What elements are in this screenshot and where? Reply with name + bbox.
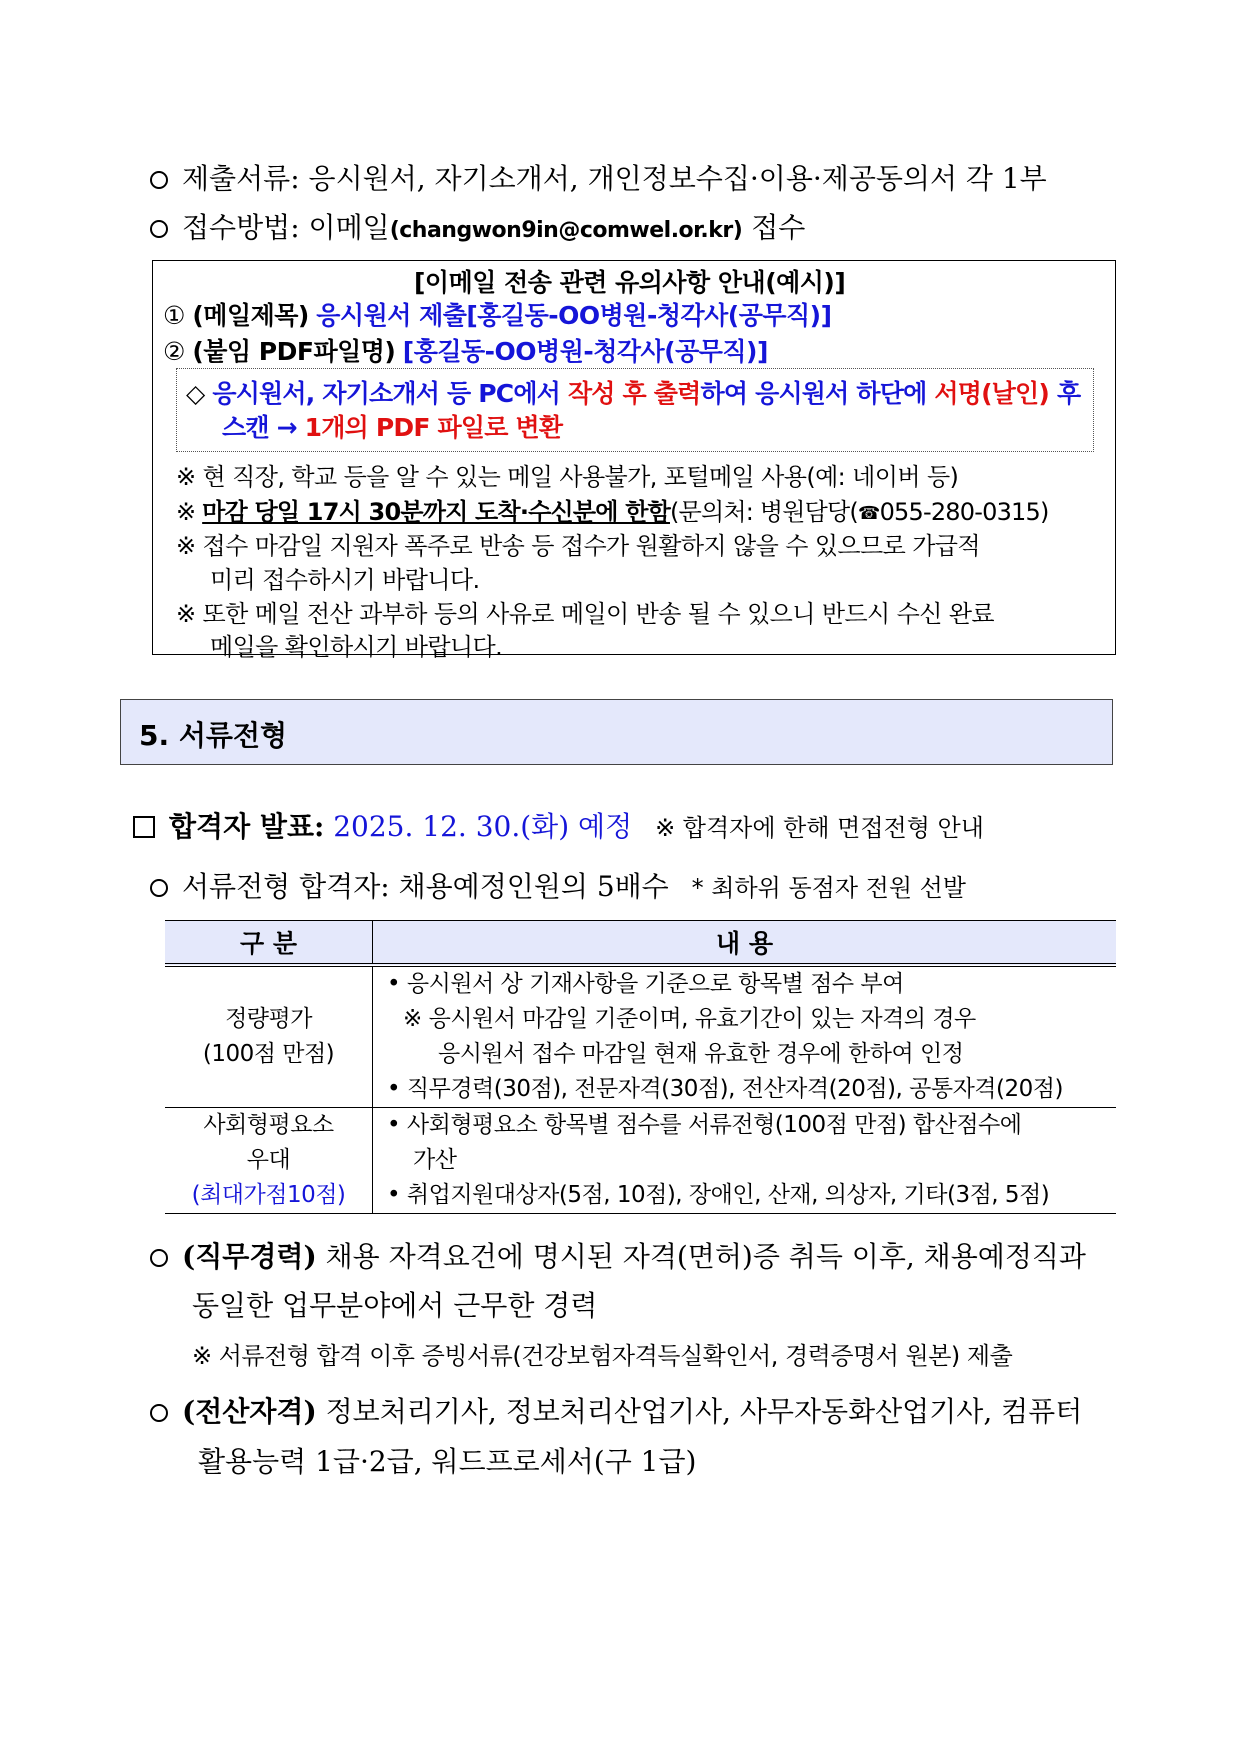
- circle-bullet-icon: [150, 171, 168, 189]
- announce-line: [133, 805, 984, 845]
- row2-cat-line-1: 사회형평요소: [203, 1112, 334, 1138]
- item1-num: ①: [163, 301, 185, 330]
- circle-bullet-icon: [150, 1249, 168, 1267]
- row1-line-4: • 직무경력(30점), 전문자격(30점), 전산자격(20점), 공통자격(20점): [387, 1076, 1063, 1102]
- square-bullet-icon: [133, 816, 155, 838]
- section-header: [120, 699, 1113, 765]
- row2-category: [165, 1108, 373, 1214]
- pass-note: * 최하위 동점자 전원 선발: [691, 874, 966, 902]
- notice-note-2: [176, 492, 1049, 527]
- pass-line: [150, 865, 966, 905]
- circle-bullet-icon: [150, 879, 168, 897]
- note2-contact-b: 055-280-0315): [879, 498, 1049, 526]
- career-text-1: 채용 자격요건에 명시된 자격(면허)증 취득 이후, 채용예정직과: [325, 1240, 1086, 1273]
- row1-content: [373, 965, 1117, 1108]
- phone-icon: ☎: [857, 503, 880, 524]
- diamond-icon: ◇: [186, 379, 205, 408]
- notice-note-3-line-1: ※ 접수 마감일 지원자 폭주로 반송 등 접수가 원활하지 않을 수 있으므로 가급적: [176, 532, 980, 560]
- method-prefix: 이메일: [308, 211, 390, 244]
- item1-label: (메일제목): [192, 301, 309, 330]
- row2-cat-line-2: 우대: [246, 1147, 291, 1173]
- method-label: 접수방법:: [182, 211, 300, 244]
- circle-bullet-icon: [150, 220, 168, 238]
- row1-line-1: • 응시원서 상 기재사항을 기준으로 항목별 점수 부여: [387, 971, 904, 997]
- computing-line-2: 활용능력 1급·2급, 워드프로세서(구 1급): [198, 1445, 697, 1478]
- instruction-part-4: 서명(날인): [934, 379, 1050, 408]
- row1-line-2: ※ 응시원서 마감일 기준이며, 유효기간이 있는 자격의 경우: [403, 1006, 976, 1032]
- submission-docs-line: [150, 157, 1047, 197]
- row2-line-1: • 사회형평요소 항목별 점수를 서류전형(100점 만점) 합산점수에: [387, 1112, 1022, 1138]
- announce-date: 2025. 12. 30.(화) 예정: [333, 810, 633, 843]
- method-suffix: 접수: [751, 211, 806, 244]
- pass-label: 서류전형 합격자:: [182, 870, 390, 903]
- announce-note: ※ 합격자에 한해 면접전형 안내: [655, 814, 984, 842]
- docs-label: 제출서류:: [182, 162, 300, 195]
- pdf-instruction-line-1: [186, 374, 1080, 410]
- career-line-2: 동일한 업무분야에서 근무한 경력: [192, 1289, 598, 1322]
- submission-method-line: [150, 206, 805, 246]
- row2-line-3: • 취업지원대상자(5점, 10점), 장애인, 산재, 의상자, 기타(3점, 5점): [387, 1182, 1050, 1208]
- row2-line-2: 가산: [413, 1147, 457, 1173]
- instruction-part-6: 스캔 →: [222, 413, 297, 442]
- item2-value: [홍길동-OO병원-청각사(공무직)]: [402, 337, 768, 366]
- row2-content: [373, 1108, 1117, 1214]
- computing-label: (전산자격): [182, 1395, 317, 1428]
- career-label: (직무경력): [182, 1240, 317, 1273]
- item2-label: (붙임 PDF파일명): [192, 337, 396, 366]
- computing-line-1: [150, 1390, 1082, 1430]
- note2-mark: ※: [176, 498, 196, 526]
- instruction-part-3: 하여 응시원서 하단에: [700, 379, 927, 408]
- header-category: 구 분: [165, 921, 373, 966]
- computing-text-1: 정보처리기사, 정보처리산업기사, 사무자동화산업기사, 컴퓨터: [325, 1395, 1083, 1428]
- table-row: [165, 1108, 1116, 1214]
- pdf-instruction-line-2: [222, 408, 562, 444]
- row2-cat-line-3: (최대가점10점): [191, 1182, 346, 1208]
- pass-value: 채용예정인원의 5배수: [398, 870, 669, 903]
- section-title: 5. 서류전형: [139, 719, 288, 752]
- career-line-1: [150, 1235, 1086, 1275]
- circle-bullet-icon: [150, 1404, 168, 1422]
- instruction-part-7: 1개의 PDF 파일로 변환: [304, 413, 563, 442]
- instruction-part-2: 작성 후 출력: [567, 379, 701, 408]
- item1-value: 응시원서 제출[홍길동-OO병원-청각사(공무직)]: [316, 301, 832, 330]
- row1-line-3: 응시원서 접수 마감일 현재 유효한 경우에 한하여 인정: [438, 1041, 964, 1067]
- evaluation-table: [165, 920, 1116, 1214]
- notice-note-3-line-2: 미리 접수하시기 바랍니다.: [210, 566, 480, 594]
- instruction-part-5: 후: [1056, 379, 1081, 408]
- header-content: 내 용: [373, 921, 1117, 966]
- docs-value: 응시원서, 자기소개서, 개인정보수집·이용·제공동의서 각 1부: [308, 162, 1047, 195]
- row1-cat-line-1: 정량평가: [225, 1006, 312, 1032]
- notice-note-4-line-2: 메일을 확인하시기 바랍니다.: [210, 633, 503, 661]
- row1-cat-line-2: (100점 만점): [202, 1041, 335, 1067]
- table-row: [165, 965, 1116, 1108]
- note2-contact-a: (문의처: 병원담당(: [670, 498, 858, 526]
- instruction-part-1: 응시원서, 자기소개서 등 PC에서: [212, 379, 561, 408]
- notice-note-4-line-1: ※ 또한 메일 전산 과부하 등의 사유로 메일이 반송 될 수 있으니 반드시 수신 완료: [176, 600, 995, 628]
- note2-deadline: 마감 당일 17시 30분까지 도착·수신분에 한함: [202, 498, 670, 526]
- notice-item-2: [163, 332, 768, 368]
- notice-item-1: [163, 296, 832, 332]
- career-note: ※ 서류전형 합격 이후 증빙서류(건강보험자격득실확인서, 경력증명서 원본) 제출: [192, 1342, 1013, 1370]
- announce-label: 합격자 발표:: [169, 810, 325, 843]
- notice-title: [이메일 전송 관련 유의사항 안내(예시)]: [414, 268, 846, 297]
- row1-category: [165, 965, 373, 1108]
- method-email: (changwon9in@comwel.or.kr): [389, 218, 743, 243]
- notice-note-1: ※ 현 직장, 학교 등을 알 수 있는 메일 사용불가, 포털메일 사용(예: 네이버 등): [176, 463, 959, 491]
- table-header-row: [165, 921, 1116, 966]
- item2-num: ②: [163, 337, 185, 366]
